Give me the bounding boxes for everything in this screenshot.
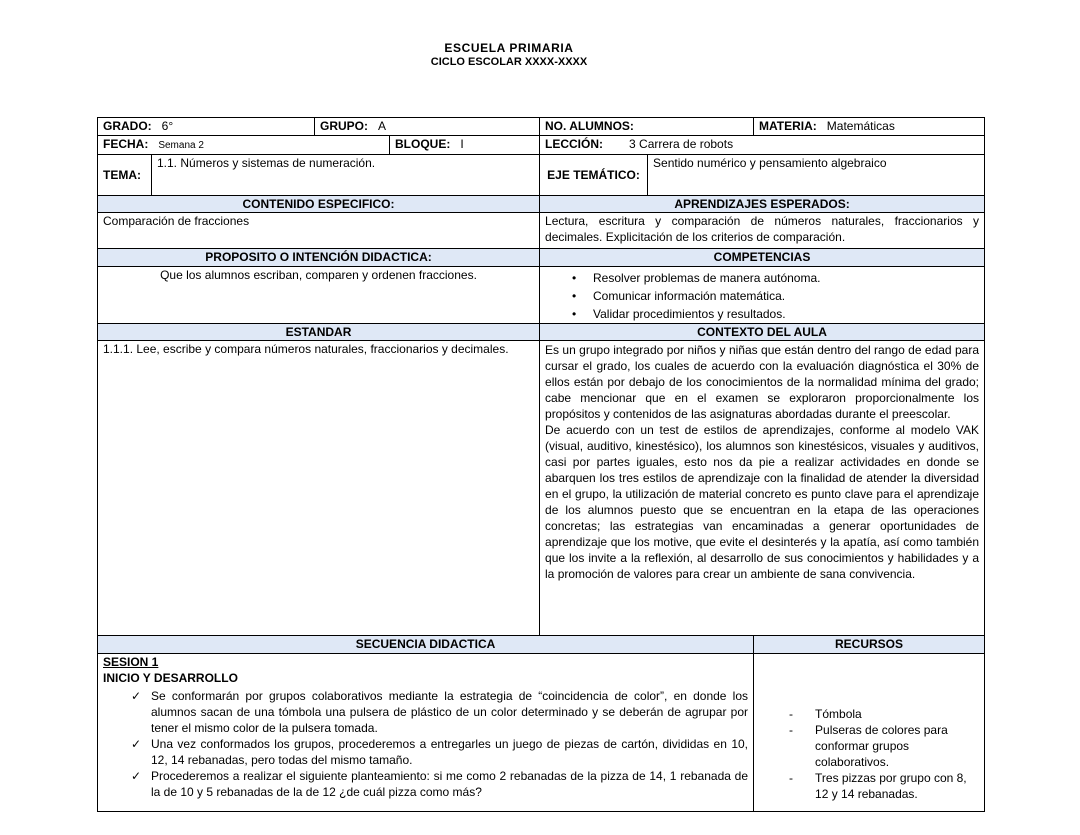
competencia-item: • Validar procedimientos y resultados. bbox=[545, 305, 979, 323]
dash-marker: - bbox=[789, 723, 794, 737]
steps-list bbox=[103, 688, 748, 800]
alumnos-cell bbox=[540, 118, 754, 136]
tema-label: TEMA: bbox=[98, 155, 152, 196]
row-grado bbox=[98, 118, 985, 136]
recurso-text: Pulseras de colores para conformar grupos colaborativos. bbox=[815, 723, 948, 769]
step-text: Una vez conformados los grupos, procederemos a entregarles un juego de piezas de cartón, divididas en 10, 12, 14 rebanadas, pero todas del mismo tamaño. bbox=[151, 737, 749, 767]
check-icon: ✓ bbox=[131, 737, 142, 751]
eje-label: EJE TEMÁTICO: bbox=[540, 155, 648, 196]
tema-value: 1.1. Números y sistemas de numeración. bbox=[152, 155, 540, 196]
contexto-cell bbox=[540, 341, 985, 636]
grupo-value: A bbox=[378, 119, 387, 133]
dash-marker: - bbox=[789, 707, 794, 721]
row-secuencia bbox=[98, 654, 985, 812]
contenido-header: CONTENIDO ESPECIFICO: bbox=[98, 196, 540, 213]
recurso-item bbox=[759, 722, 979, 770]
proposito-header: PROPOSITO O INTENCIÓN DIDACTICA: bbox=[98, 249, 540, 267]
check-icon: ✓ bbox=[131, 769, 142, 783]
alumnos-label: NO. ALUMNOS: bbox=[545, 119, 634, 133]
proposito-text: Que los alumnos escriban, comparen y ordenen fracciones. bbox=[98, 267, 540, 324]
row-tema bbox=[98, 155, 985, 196]
leccion-value: 3 Carrera de robots bbox=[629, 137, 734, 151]
aprendizajes-text: Lectura, escritura y comparación de números naturales, fraccionarios y decimales. Explicitación de los criterios de comparación. bbox=[540, 213, 985, 249]
secuencia-cell bbox=[98, 654, 754, 812]
session-title: SESION 1 bbox=[103, 655, 159, 669]
competencias-list bbox=[545, 269, 979, 323]
bloque-label: BLOQUE: bbox=[395, 137, 451, 151]
materia-cell bbox=[754, 118, 985, 136]
row-secuencia-header bbox=[98, 636, 985, 654]
competencia-item: • Resolver problemas de manera autónoma. bbox=[545, 269, 979, 287]
aprendizajes-header: APRENDIZAJES ESPERADOS: bbox=[540, 196, 985, 213]
step-text: Procederemos a realizar el siguiente planteamiento: si me como 2 rebanadas de la pizza de 14, 1 rebanada de la de 10 y 5 rebanadas de la de 12 ¿de cuál pizza como más? bbox=[151, 769, 749, 799]
lesson-plan-table bbox=[97, 117, 985, 812]
grado-value: 6° bbox=[161, 119, 174, 133]
recurso-item bbox=[759, 770, 979, 802]
competencias-cell bbox=[540, 267, 985, 324]
fecha-cell bbox=[98, 136, 390, 155]
row-estandar bbox=[98, 341, 985, 636]
competencia-item: • Comunicar información matemática. bbox=[545, 287, 979, 305]
leccion-label: LECCIÓN: bbox=[545, 137, 604, 151]
bloque-cell bbox=[390, 136, 540, 155]
row-fecha bbox=[98, 136, 985, 155]
contexto-header: CONTEXTO DEL AULA bbox=[540, 324, 985, 341]
recursos-list bbox=[759, 706, 979, 802]
grado-cell bbox=[98, 118, 315, 136]
leccion-cell bbox=[540, 136, 985, 155]
competencias-header: COMPETENCIAS bbox=[540, 249, 985, 267]
eje-value: Sentido numérico y pensamiento algebraico bbox=[648, 155, 985, 196]
estandar-header: ESTANDAR bbox=[98, 324, 540, 341]
dash-marker: - bbox=[789, 771, 794, 785]
materia-value: Matemáticas bbox=[826, 119, 895, 133]
school-title: ESCUELA PRIMARIA bbox=[444, 41, 574, 55]
secuencia-header: SECUENCIA DIDACTICA bbox=[98, 636, 754, 654]
step-item bbox=[103, 768, 748, 800]
check-icon: ✓ bbox=[131, 689, 142, 703]
step-item bbox=[103, 688, 748, 736]
grupo-label: GRUPO: bbox=[320, 119, 368, 133]
row-proposito bbox=[98, 267, 985, 324]
recurso-text: Tres pizzas por grupo con 8, 12 y 14 rebanadas. bbox=[815, 771, 967, 801]
grupo-cell bbox=[315, 118, 540, 136]
step-item bbox=[103, 736, 748, 768]
recurso-text: Tómbola bbox=[815, 707, 862, 721]
materia-label: MATERIA: bbox=[759, 119, 817, 133]
recursos-cell bbox=[754, 654, 985, 812]
grado-label: GRADO: bbox=[103, 119, 152, 133]
recurso-item bbox=[759, 706, 979, 722]
contenido-text: Comparación de fracciones bbox=[98, 213, 540, 249]
row-proposito-header bbox=[98, 249, 985, 267]
fecha-value: Semana 2 bbox=[158, 140, 204, 151]
contexto-paragraph-2: De acuerdo con un test de estilos de aprendizajes, conforme al modelo VAK (visual, auditivo, kinestésico), los alumnos son kinestésicos, visuales y auditivos, casi por partes iguales, esto nos da pie a realizar actividades en donde se abarquen los tres estilos de aprendizaje con la finalidad de atender la diversidad en el grupo, la utilización de material concreto es punto clave para el aprendizaje de los alumnos puesto que se encuentran en la etapa de las operaciones concretas; las estrategias van encaminadas a generar oportunidades de aprendizaje que los motive, que evite el desinterés y la apatía, así como también que los invite a la reflexión, al desarrollo de sus conocimientos y habilidades y a la promoción de valores para crear un ambiente de sana convivencia. bbox=[545, 423, 980, 581]
step-text: Se conformarán por grupos colaborativos mediante la estrategia de “coincidencia de color”, en donde los alumnos sacan de una tómbola una pulsera de plástico de un color determinado y se deberán de agrupar por tener el mismo color de la pulsera tomada. bbox=[151, 689, 749, 735]
school-cycle: CICLO ESCOLAR XXXX-XXXX bbox=[430, 56, 588, 68]
phase-title: INICIO Y DESARROLLO bbox=[103, 671, 238, 685]
estandar-text: 1.1.1. Lee, escribe y compara números naturales, fraccionarios y decimales. bbox=[98, 341, 540, 636]
fecha-label: FECHA: bbox=[103, 137, 149, 151]
bloque-value: I bbox=[460, 137, 464, 151]
row-contenido-header bbox=[98, 196, 985, 213]
contexto-paragraph-1: Es un grupo integrado por niños y niñas que están dentro del rango de edad para cursar el grado, los cuales de acuerdo con la evaluación diagnóstica el 30% de ellos están por debajo de los conocimientos de la normalidad mínima del grado; cabe mencionar que en el examen se exploraron proporcionalmente los propósitos y contenidos de las asignaturas abordadas durante el preescolar. bbox=[545, 343, 980, 421]
recursos-header: RECURSOS bbox=[754, 636, 985, 654]
row-contenido bbox=[98, 213, 985, 249]
row-estandar-header bbox=[98, 324, 985, 341]
